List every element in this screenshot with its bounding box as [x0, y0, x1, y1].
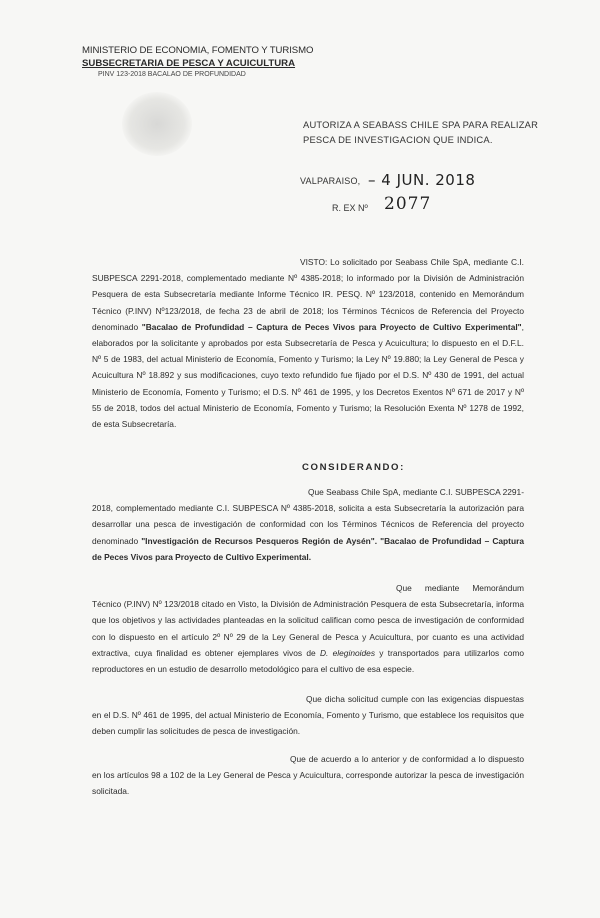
subject-block	[303, 117, 538, 147]
letterhead	[82, 44, 313, 80]
resolution-number: 2077	[384, 194, 432, 214]
considerando-paragraph-1	[92, 484, 524, 565]
considerando-paragraph-2	[92, 580, 524, 677]
subject-line-1: AUTORIZA A SEABASS CHILE SPA PARA REALIZAR	[303, 119, 539, 130]
visto-text-b: , elaborados por la solicitante y aprobados por esta Subsecretaría de Pesca y Acuicultura; lo dispuesto en el D.F.L. Nº 5 de 1983, del actual Ministerio de Economía, Fomento y Turismo; la Ley Nº 19.880; la Ley General de Pesca y Acuicultura Nº 18.892 y sus modificaciones, cuyo texto refundido fue fijado por el D.S. Nº 430 de 1991, del actual Ministerio de Economía, Fomento y Turismo; el D.S. Nº 461 de 1995, y los Decretos Exentos Nº 671 de 2017 y Nº 55 de 2018, todos del actual Ministerio de Economía, Fomento y Turismo; la Resolución Exenta Nº 1278 de 1992, de esta Subsecretaría.	[92, 321, 524, 430]
visto-project-title: "Bacalao de Profundidad – Captura de Peces Vivos para Proyecto de Cultivo Experimental"	[141, 321, 522, 332]
resolution-label: R. EX Nº	[332, 203, 368, 213]
p1-project-title: "Investigación de Recursos Pesqueros Región de Aysén". "Bacalao de Profundidad – Captura de Peces Vivos para Proyecto de Cultivo Experimental.	[92, 535, 524, 562]
visto-paragraph	[92, 254, 524, 432]
considerando-paragraph-3: Que dicha solicitud cumple con las exigencias dispuestas en el D.S. Nº 461 de 1995, del actual Ministerio de Economía, Fomento y Turismo, que establece los requisitos que deben cumplir las solicitudes de pesca de investigación.	[92, 694, 524, 737]
place-label: VALPARAISO,	[300, 176, 361, 186]
reference-code: PINV 123-2018 BACALAO DE PROFUNDIDAD	[98, 71, 246, 78]
p2-species: D. eleginoides	[319, 647, 376, 658]
date-stamp: – 4 JUN. 2018	[368, 171, 476, 189]
p2-text-a: Que mediante Memorándum Técnico (P.INV) Nº 123/2018 citado en Visto, la División de Administración Pesquera de esta Subsecretaría, informa que los objetivos y las actividades planteadas en la solicitud califican como pesca de investigación de conformidad con lo dispuesto en el artículo 2º Nº 29 de la Ley General de Pesca y Acuicultura, por cuanto es una actividad extractiva, cuya finalidad es obtener ejemplares vivos de	[92, 583, 524, 658]
ministry-name: MINISTERIO DE ECONOMIA, FOMENTO Y TURISMO	[82, 45, 314, 56]
subject-line-2: PESCA DE INVESTIGACION QUE INDICA.	[303, 134, 493, 145]
visto-text-a: VISTO: Lo solicitado por Seabass Chile SpA, mediante C.I. SUBPESCA 2291-2018, complementado mediante Nº 4385-2018; lo informado por la División de Administración Pesquera de esta Subsecretaría mediante Informe Técnico IR. PESQ. Nº 123/2018, contenido en Memorándum Técnico (P.INV) Nº123/2018, de fecha 23 de abril de 2018; los Términos Técnicos de Referencia del Proyecto denominado	[92, 257, 524, 332]
faded-stamp	[122, 92, 192, 156]
p2-text-b: y transportados para utilizarlos como reproductores en un estudio de desarrollo metodológico para el cultivo de esa especie.	[92, 647, 525, 675]
p1-text: Que Seabass Chile SpA, mediante C.I. SUBPESCA 2291-2018, complementado mediante C.I. SUBPESCA Nº 4385-2018, solicita a esta Subsecretaría la autorización para desarrollar una pesca de investigación de conformidad con los Términos Técnicos de Referencia del proyecto denominado	[92, 487, 525, 546]
considerando-heading: CONSIDERANDO:	[302, 462, 405, 473]
considerando-paragraph-4: Que de acuerdo a lo anterior y de conformidad a lo dispuesto en los artículos 98 a 102 de la Ley General de Pesca y Acuicultura, corresponde autorizar la pesca de investigación solicitada.	[92, 754, 524, 797]
undersecretariat-name: SUBSECRETARIA DE PESCA Y ACUICULTURA	[82, 58, 296, 69]
